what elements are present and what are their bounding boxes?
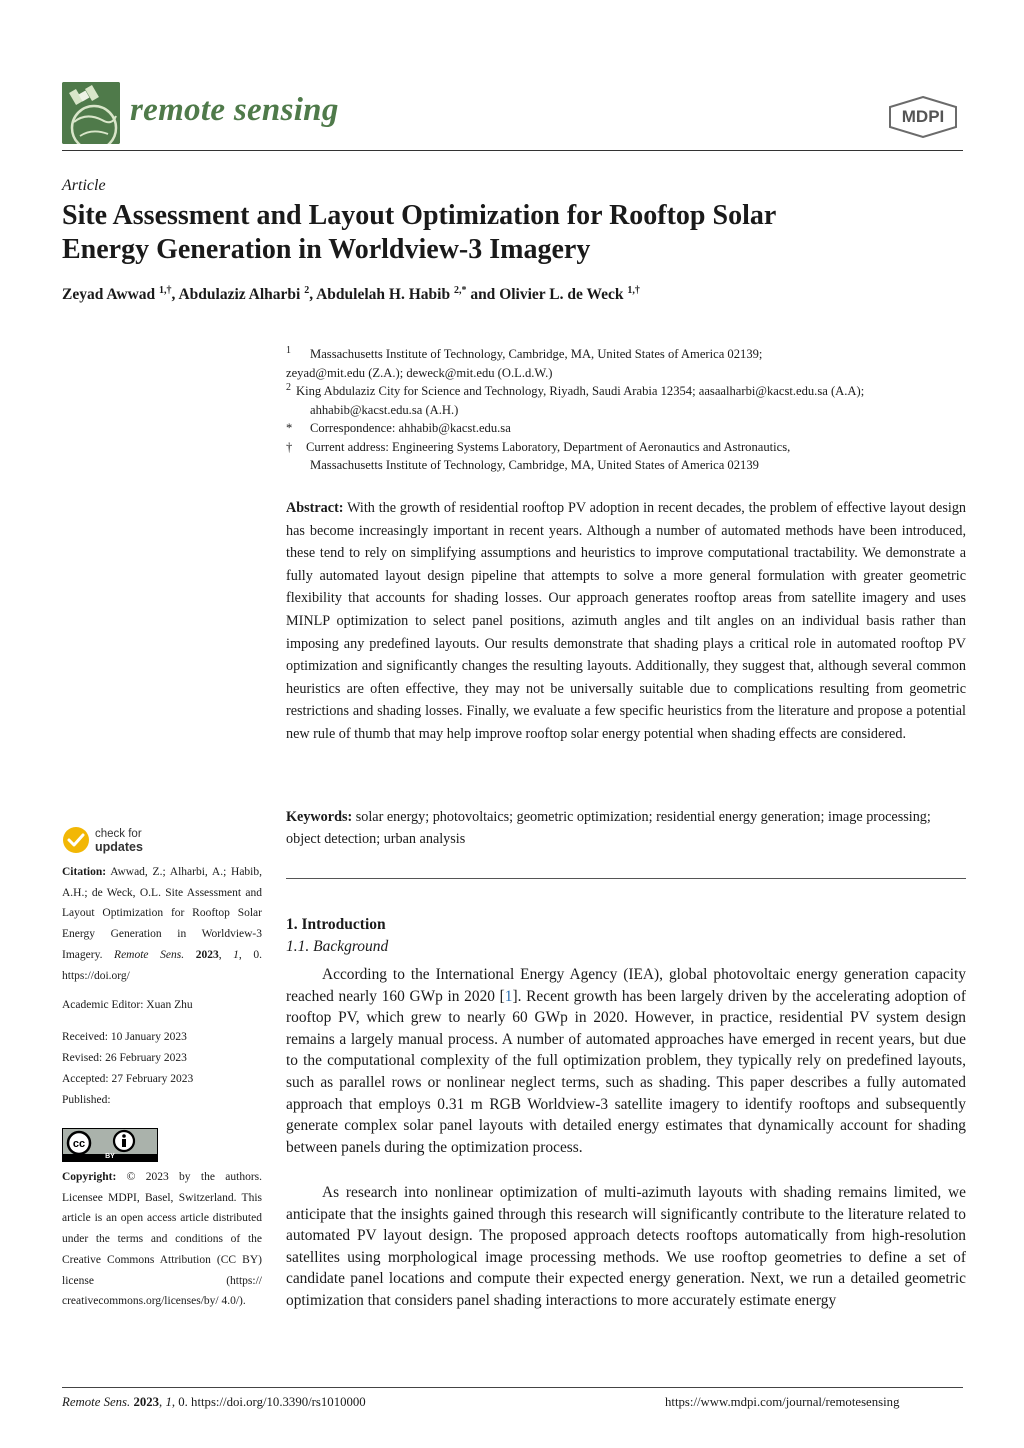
article-title: [62, 199, 962, 267]
check-line-1: check for: [95, 828, 142, 840]
footer-journal: Remote Sens.: [62, 1395, 131, 1409]
satellite-globe-icon: [62, 82, 120, 144]
svg-text:cc: cc: [72, 1138, 86, 1150]
copyright-block: [62, 1167, 262, 1312]
author-name[interactable]: Olivier L. de Weck: [499, 286, 624, 304]
cc-by-label: BY: [105, 1153, 115, 1160]
subsection-heading: 1.1. Background: [286, 938, 389, 955]
author-affil: 1,†: [159, 285, 172, 296]
section-heading: 1. Introduction: [286, 916, 386, 933]
affiliation-1-email[interactable]: zeyad@mit.edu (Z.A.); deweck@mit.edu (O.L.d.W.): [286, 365, 553, 380]
citation-volume: 1: [233, 948, 239, 961]
check-line-2: updates: [95, 840, 143, 854]
revised-date: Revised: 26 February 2023: [62, 1052, 187, 1064]
affiliation-mark: 1: [286, 345, 291, 356]
published-date: Published:: [62, 1094, 111, 1106]
article-type: Article: [62, 177, 106, 194]
affiliation-line: Massachusetts Institute of Technology, Cambridge, MA, United States of America 02139;: [310, 347, 763, 361]
academic-editor: Academic Editor: Xuan Zhu: [62, 999, 193, 1011]
affiliation-mark: †: [286, 439, 293, 454]
author-affil: 2: [304, 285, 310, 296]
affiliations: [286, 345, 966, 475]
paragraph-text: As research into nonlinear optimization of multi-azimuth layouts with shading remains limited, we anticipate that the insights gained through this research will significantly contribute to the literature related to automated PV layout design. The proposed approach detects rooftops automatically from high-resolution satellites using morphological image processing methods. We use rooftop geometries to define a set of candidate panel locations and compute their expected energy generation. Next, we run a detailed geometric optimization that considers panel shading interactions to more accurately estimate energy: [286, 1184, 966, 1309]
publisher-name: MDPI: [901, 107, 945, 126]
checkmark-badge-icon: [62, 826, 90, 854]
paragraph-text: ]. Recent growth has been largely driven by the accelerating adoption of rooftop PV, which grew to nearly 60 GWp in 2020. However, in practice, residential PV system design remains a largely manual process. A number of automated approaches have emerged in recent years, but due to the computational complexity of the full optimization problem, they typically rely on predefined layouts, such as parallel rows or nonlinear neglect terms, such as shading. This paper describes a fully automated approach that employs 0.31 m RGB Worldview-3 satellite imagery to identify rooftops and subsequently generate complex solar panel layouts with detailed energy estimates that dynamically account for shading between panels during the optimization process.: [286, 987, 966, 1156]
current-address-line-2: Massachusetts Institute of Technology, Cambridge, MA, United States of America 02139: [310, 458, 759, 472]
correspondence: [286, 419, 966, 438]
copyright-text: © 2023 by the authors. Licensee MDPI, Basel, Switzerland. This article is an open access article distributed under the terms and conditions of the Creative Commons Attribution (CC BY) license (https:// creativecommons.org/licenses/by/ 4.0/).: [62, 1171, 262, 1308]
abstract-label: Abstract:: [286, 500, 344, 516]
author-name[interactable]: Abdulaziz Alharbi: [178, 286, 301, 304]
correspondence-line[interactable]: Correspondence: ahhabib@kacst.edu.sa: [310, 421, 511, 435]
citation-link[interactable]: 1: [504, 987, 513, 1005]
copyright-label: Copyright:: [62, 1171, 117, 1183]
author-sep: ,: [309, 286, 317, 304]
keywords-label: Keywords:: [286, 809, 353, 825]
author-name[interactable]: Abdulelah H. Habib: [316, 286, 451, 304]
current-address-line: Current address: Engineering Systems Laboratory, Department of Aeronautics and Astronautics,: [306, 439, 791, 454]
abstract: [286, 497, 966, 746]
title-line-2: Energy Generation in Worldview-3 Imagery: [62, 234, 591, 265]
citation-label: Citation:: [62, 866, 107, 878]
paragraph-2: [286, 1182, 966, 1312]
check-for-updates[interactable]: [95, 828, 143, 855]
author-list: [62, 285, 640, 304]
check-for-updates-icon[interactable]: [62, 826, 90, 854]
footer-year: 2023: [133, 1395, 160, 1409]
abstract-text: With the growth of residential rooftop PV adoption in recent decades, the problem of effective layout design has become increasingly important in recent years. Although a number of automated methods have been introduced, these tend to rely on simplifying assumptions and heuristics to improve computational tractability. We demonstrate a fully automated layout design pipeline that attempts to solve a more general formulation with greater geometric flexibility that accounts for shading losses. Our approach generates rooftop areas from satellite imagery and uses MINLP optimization to select panel positions, azimuth angles and tilt angles on an individual basis rather than imposing any predefined layouts. Our results demonstrate that shading plays a critical role in automated rooftop PV optimization and significantly changes the resulting layouts. Additionally, they suggest that, although several common heuristics are often effective, they may not be universally suitable due to complications resulting from geometric restrictions and shading losses. Finally, we evaluate a few specific heuristics from the literature and propose a potential new rule of thumb that may help improve rooftop solar energy potential when shading effects are considered.: [286, 500, 967, 742]
footer-doi[interactable]: , 0. https://doi.org/10.3390/rs1010000: [171, 1395, 366, 1409]
author-sep: ,: [171, 286, 179, 304]
section-divider: [286, 878, 966, 879]
affiliation-line: King Abdulaziz City for Science and Technology, Riyadh, Saudi Arabia 12354; aasaalharbi@kacst.edu.sa (A.A);: [296, 384, 865, 398]
title-line-1: Site Assessment and Layout Optimization for Rooftop Solar: [62, 200, 777, 231]
footer-url[interactable]: https://www.mdpi.com/journal/remotesensing: [665, 1395, 900, 1409]
author-affil: 1,†: [627, 285, 640, 296]
affiliation-mark: 2: [286, 382, 291, 393]
journal-logo: [62, 82, 120, 144]
journal-name: remote sensing: [130, 92, 339, 128]
received-date: Received: 10 January 2023: [62, 1031, 187, 1043]
affiliation-2-email[interactable]: ahhabib@kacst.edu.sa (A.H.): [310, 402, 459, 417]
current-address: [286, 438, 966, 457]
citation-doi[interactable]: , 0. https://doi.org/: [62, 948, 262, 982]
author-affil: 2,*: [453, 285, 467, 296]
mdpi-logo: [888, 96, 958, 138]
footer-divider: [62, 1387, 963, 1388]
cc-by-license-badge[interactable]: [62, 1128, 158, 1162]
keywords: [276, 806, 966, 850]
paragraph-text: According to the International Energy Agency (IEA), global photovoltaic energy generation capacity reached nearly 160 GWp in 2020 [: [286, 966, 966, 1005]
citation-journal: Remote Sens.: [114, 948, 185, 961]
header-divider: [62, 150, 963, 151]
citation-text: Awwad, Z.; Alharbi, A.; Habib, A.H.; de Weck, O.L. Site Assessment and Layout Optimization for Rooftop Solar Energy Generation in Worldview-3 Imagery.: [62, 866, 262, 961]
paragraph-1: [286, 964, 966, 1158]
footer-volume: 1: [165, 1395, 172, 1409]
accepted-date: Accepted: 27 February 2023: [62, 1073, 194, 1085]
author-name[interactable]: Zeyad Awwad: [62, 286, 156, 304]
affiliation-2: [286, 382, 966, 401]
affiliation-mark: *: [286, 421, 293, 435]
citation-year: 2023: [195, 948, 219, 961]
affiliation-1: [286, 345, 966, 364]
citation-block: Citation: Awwad, Z.; Alharbi, A.; Habib, A.H.; de Weck, O.L. Site Assessment and Layout Optimization for Rooftop Solar Energy Generation in Worldview-3 Imagery. Remote Sens. 2023, 1, 0. https://doi.org/: [62, 866, 262, 982]
footer-citation: Remote Sens. 2023, 1, 0. https://doi.org/10.3390/rs1010000: [62, 1395, 366, 1409]
author-sep: and: [466, 286, 500, 304]
keywords-text: solar energy; photovoltaics; geometric optimization; residential energy generation; image processing; object detection; urban analysis: [286, 809, 931, 847]
